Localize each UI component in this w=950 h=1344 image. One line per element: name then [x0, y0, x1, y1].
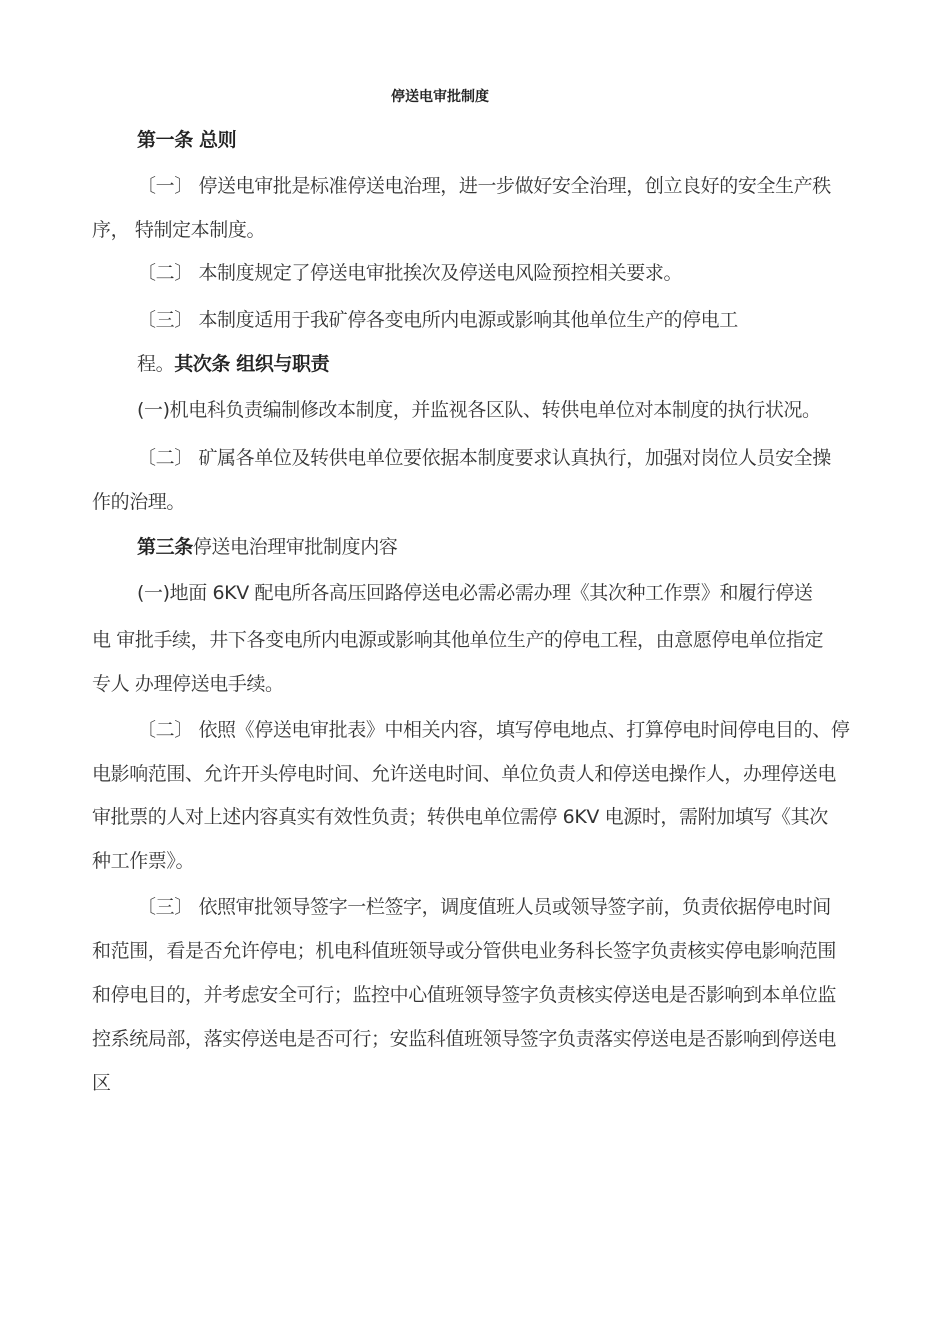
article-1-para-3-line-1: 〔三〕 本制度适用于我矿停各变电所内电源或影响其他单位生产的停电工: [137, 309, 738, 331]
article-3-heading-label: 第三条: [137, 536, 193, 558]
article-3-para-2-line-3: 审批票的人对上述内容真实有效性负责；转供电单位需停 6KV 电源时，需附加填写《其次: [92, 806, 828, 828]
article-3-para-2-line-2: 电影响范围、允许开头停电时间、允许送电时间、单位负责人和停送电操作人，办理停送电: [92, 763, 837, 785]
article-1-para-3-line-2: [137, 350, 917, 378]
article-2-heading: 其次条 组织与职责: [174, 353, 330, 375]
document-title: 停送电审批制度: [391, 89, 489, 105]
article-3-para-2-line-4: 种工作票》。: [92, 850, 195, 872]
article-3-para-3-line-4: 控系统局部，落实停送电是否可行；安监科值班领导签字负责落实停送电是否影响到停送电: [92, 1028, 837, 1050]
article-3-para-1-line-2: 电 审批手续，井下各变电所内电源或影响其他单位生产的停电工程，由意愿停电单位指定: [92, 629, 824, 651]
article-3-para-1-line-1: (一)地面 6KV 配电所各高压回路停送电必需必需办理《其次种工作票》和履行停送: [137, 582, 813, 604]
article-2-para-1: (一)机电科负责编制修改本制度，并监视各区队、转供电单位对本制度的执行状况。: [137, 399, 821, 421]
article-1-heading: 第一条 总则: [137, 129, 237, 151]
article-2-para-2-line-1: 〔二〕 矿属各单位及转供电单位要依据本制度要求认真执行，加强对岗位人员安全操: [137, 447, 831, 469]
article-3-para-3-line-5: 区: [92, 1072, 111, 1094]
article-3-heading: [137, 533, 917, 561]
article-1-para-1-line-1: 〔一〕 停送电审批是标准停送电治理，进一步做好安全治理，创立良好的安全生产秩: [137, 175, 831, 197]
article-3-para-3-line-1: 〔三〕 依照审批领导签字一栏签字，调度值班人员或领导签字前，负责依据停电时间: [137, 896, 831, 918]
article-3-para-2-line-1: 〔二〕 依照《停送电审批表》中相关内容，填写停电地点、打算停电时间停电目的、停: [137, 719, 850, 741]
article-3-heading-title: 停送电治理审批制度内容: [192, 536, 398, 558]
article-1-para-3-end-text: 程。: [137, 353, 175, 375]
article-3-para-3-line-2: 和范围，看是否允许停电；机电科值班领导或分管供电业务科长签字负责核实停电影响范围: [92, 940, 837, 962]
article-1-para-2: 〔二〕 本制度规定了停送电审批挨次及停送电风险预控相关要求。: [137, 262, 683, 284]
article-3-para-3-line-3: 和停电目的，并考虑安全可行；监控中心值班领导签字负责核实停送电是否影响到本单位监: [92, 984, 837, 1006]
article-3-para-1-line-3: 专人 办理停送电手续。: [92, 673, 284, 695]
article-1-para-1-line-2: 序， 特制定本制度。: [92, 219, 266, 241]
article-2-para-2-line-2: 作的治理。: [92, 491, 186, 513]
